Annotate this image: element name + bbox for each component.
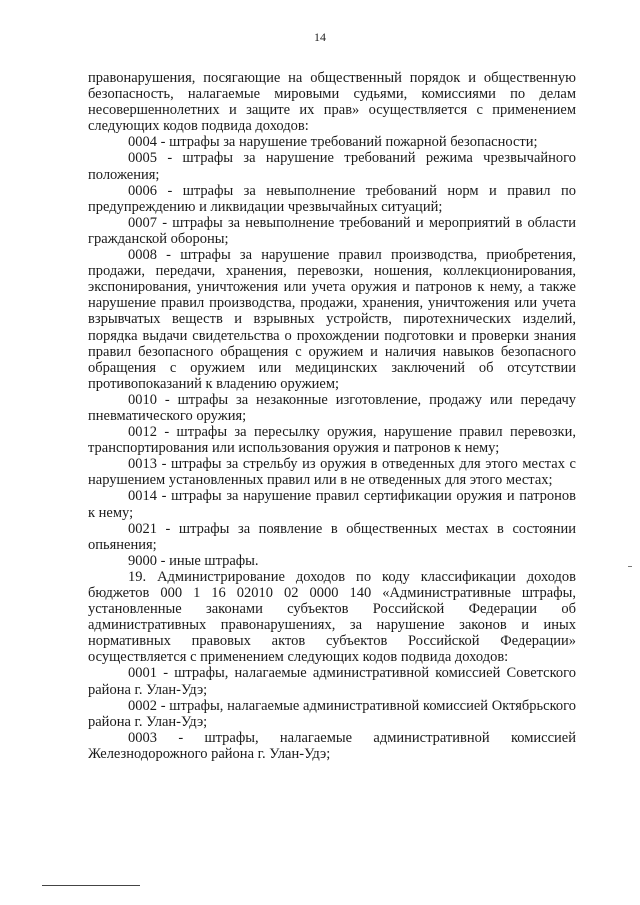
footer-rule xyxy=(42,885,140,886)
paragraph-code-0001: 0001 - штрафы, налагаемые административной комиссией Советского района г. Улан-Удэ; xyxy=(88,665,576,698)
scan-artifact xyxy=(628,566,632,567)
paragraph-code-0008: 0008 - штрафы за нарушение правил производства, приобретения, продажи, передачи, хранения, перевозки, ношения, коллекционирования, экспонирования, уничтожения или учета оружия и патронов к нему, а также нарушение правил производства, продажи, хранения, уничтожения или учета взрывчатых веществ и взрывных устройств, пиротехнических изделий, порядка выдачи свидетельства о прохождении подготовки и проверки знания правил безопасного обращения с оружием и наличия навыков безопасного обращения с оружием или медицинских заключений об отсутствии противопоказаний к владению оружием; xyxy=(88,247,576,392)
paragraph-intro: правонарушения, посягающие на общественный порядок и общественную безопасность, налагаемые мировыми судьями, комиссиями по делам несовершеннолетних и защите их прав» осуществляется с применением следующих кодов подвида доходов: xyxy=(88,70,576,135)
document-body xyxy=(88,70,576,762)
paragraph-code-0013: 0013 - штрафы за стрельбу из оружия в отведенных для этого местах с нарушением установленных правил или в не отведенных для этого местах; xyxy=(88,456,576,489)
paragraph-code-0006: 0006 - штрафы за невыполнение требований норм и правил по предупреждению и ликвидации чрезвычайных ситуаций; xyxy=(88,182,576,215)
paragraph-item-19: 19. Администрирование доходов по коду классификации доходов бюджетов 000 1 16 02010 02 0000 140 «Административные штрафы, установленные законами субъектов Российской Федерации об административных правонарушениях, за нарушение законов и иных нормативных правовых актов субъектов Российской Федерации» осуществляется с применением следующих кодов подвида доходов: xyxy=(88,568,576,666)
paragraph-code-0003: 0003 - штрафы, налагаемые административной комиссией Железнодорожного района г. Улан-Удэ; xyxy=(88,729,576,762)
paragraph-code-0010: 0010 - штрафы за незаконные изготовление, продажу или передачу пневматического оружия; xyxy=(88,391,576,424)
paragraph-code-0021: 0021 - штрафы за появление в общественных местах в состоянии опьянения; xyxy=(88,520,576,553)
paragraph-code-0005: 0005 - штрафы за нарушение требований режима чрезвычайного положения; xyxy=(88,150,576,183)
paragraph-code-9000: 9000 - иные штрафы. xyxy=(128,552,259,569)
paragraph-code-0002: 0002 - штрафы, налагаемые административной комиссией Октябрьского района г. Улан-Удэ; xyxy=(88,697,576,730)
page-number: 14 xyxy=(314,30,326,44)
paragraph-code-0004: 0004 - штрафы за нарушение требований пожарной безопасности; xyxy=(128,134,538,151)
paragraph-code-0014: 0014 - штрафы за нарушение правил сертификации оружия и патронов к нему; xyxy=(88,488,576,521)
paragraph-code-0012: 0012 - штрафы за пересылку оружия, нарушение правил перевозки, транспортирования или использования оружия и патронов к нему; xyxy=(88,424,576,457)
paragraph-code-0007: 0007 - штрафы за невыполнение требований и мероприятий в области гражданской обороны; xyxy=(88,214,576,247)
